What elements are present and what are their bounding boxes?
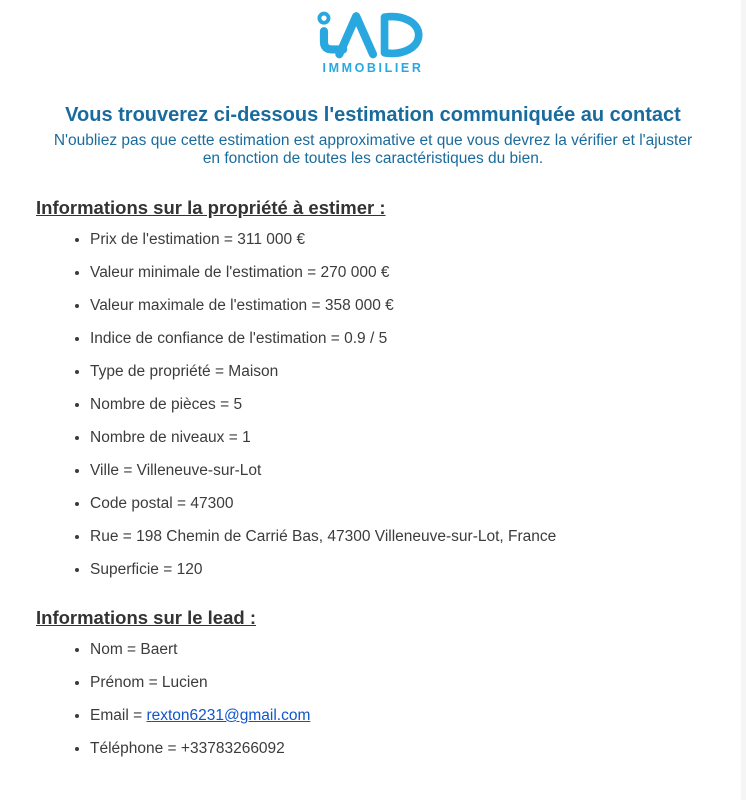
- list-item: • Valeur minimale de l'estimation = 270 000 €: [90, 265, 746, 281]
- property-info-list: [0, 232, 746, 578]
- page-title: Vous trouverez ci-dessous l'estimation communiquée au contact: [65, 104, 681, 126]
- page-subtitle: [0, 132, 746, 168]
- list-item: • Rue = 198 Chemin de Carrié Bas, 47300 Villeneuve-sur-Lot, France: [90, 529, 746, 545]
- list-item: • Nombre de pièces = 5: [90, 397, 746, 413]
- page-subtitle-line1: N'oubliez pas que cette estimation est approximative et que vous devrez la vérifier et l'ajuster: [53, 132, 693, 149]
- list-item: • Code postal = 47300: [90, 496, 746, 512]
- list-item: • Email = rexton6231@gmail.com: [90, 708, 746, 724]
- list-item: • Téléphone = +33783266092: [90, 741, 746, 757]
- list-item: • Nom = Baert: [90, 642, 746, 658]
- viewport-edge-strip: [741, 0, 746, 800]
- iad-logo-icon: [316, 10, 430, 60]
- list-item: • Valeur maximale de l'estimation = 358 000 €: [90, 298, 746, 314]
- lead-info-list: [0, 642, 746, 757]
- brand-logo-subtext: IMMOBILIER: [322, 61, 424, 75]
- section-heading-property: Informations sur la propriété à estimer :: [36, 197, 386, 218]
- list-item: • Superficie = 120: [90, 562, 746, 578]
- list-item: • Prénom = Lucien: [90, 675, 746, 691]
- email-link[interactable]: rexton6231@gmail.com: [146, 707, 311, 724]
- section-lead: [0, 607, 746, 757]
- section-property: [0, 197, 746, 578]
- list-item: • Nombre de niveaux = 1: [90, 430, 746, 446]
- section-heading-lead: Informations sur le lead :: [36, 607, 256, 628]
- list-item: • Type de propriété = Maison: [90, 364, 746, 380]
- brand-logo: [0, 0, 746, 75]
- list-item: • Indice de confiance de l'estimation = 0.9 / 5: [90, 331, 746, 347]
- list-item: • Prix de l'estimation = 311 000 €: [90, 232, 746, 248]
- page-subtitle-line2: en fonction de toutes les caractéristiques du bien.: [202, 150, 544, 167]
- list-item: • Ville = Villeneuve-sur-Lot: [90, 463, 746, 479]
